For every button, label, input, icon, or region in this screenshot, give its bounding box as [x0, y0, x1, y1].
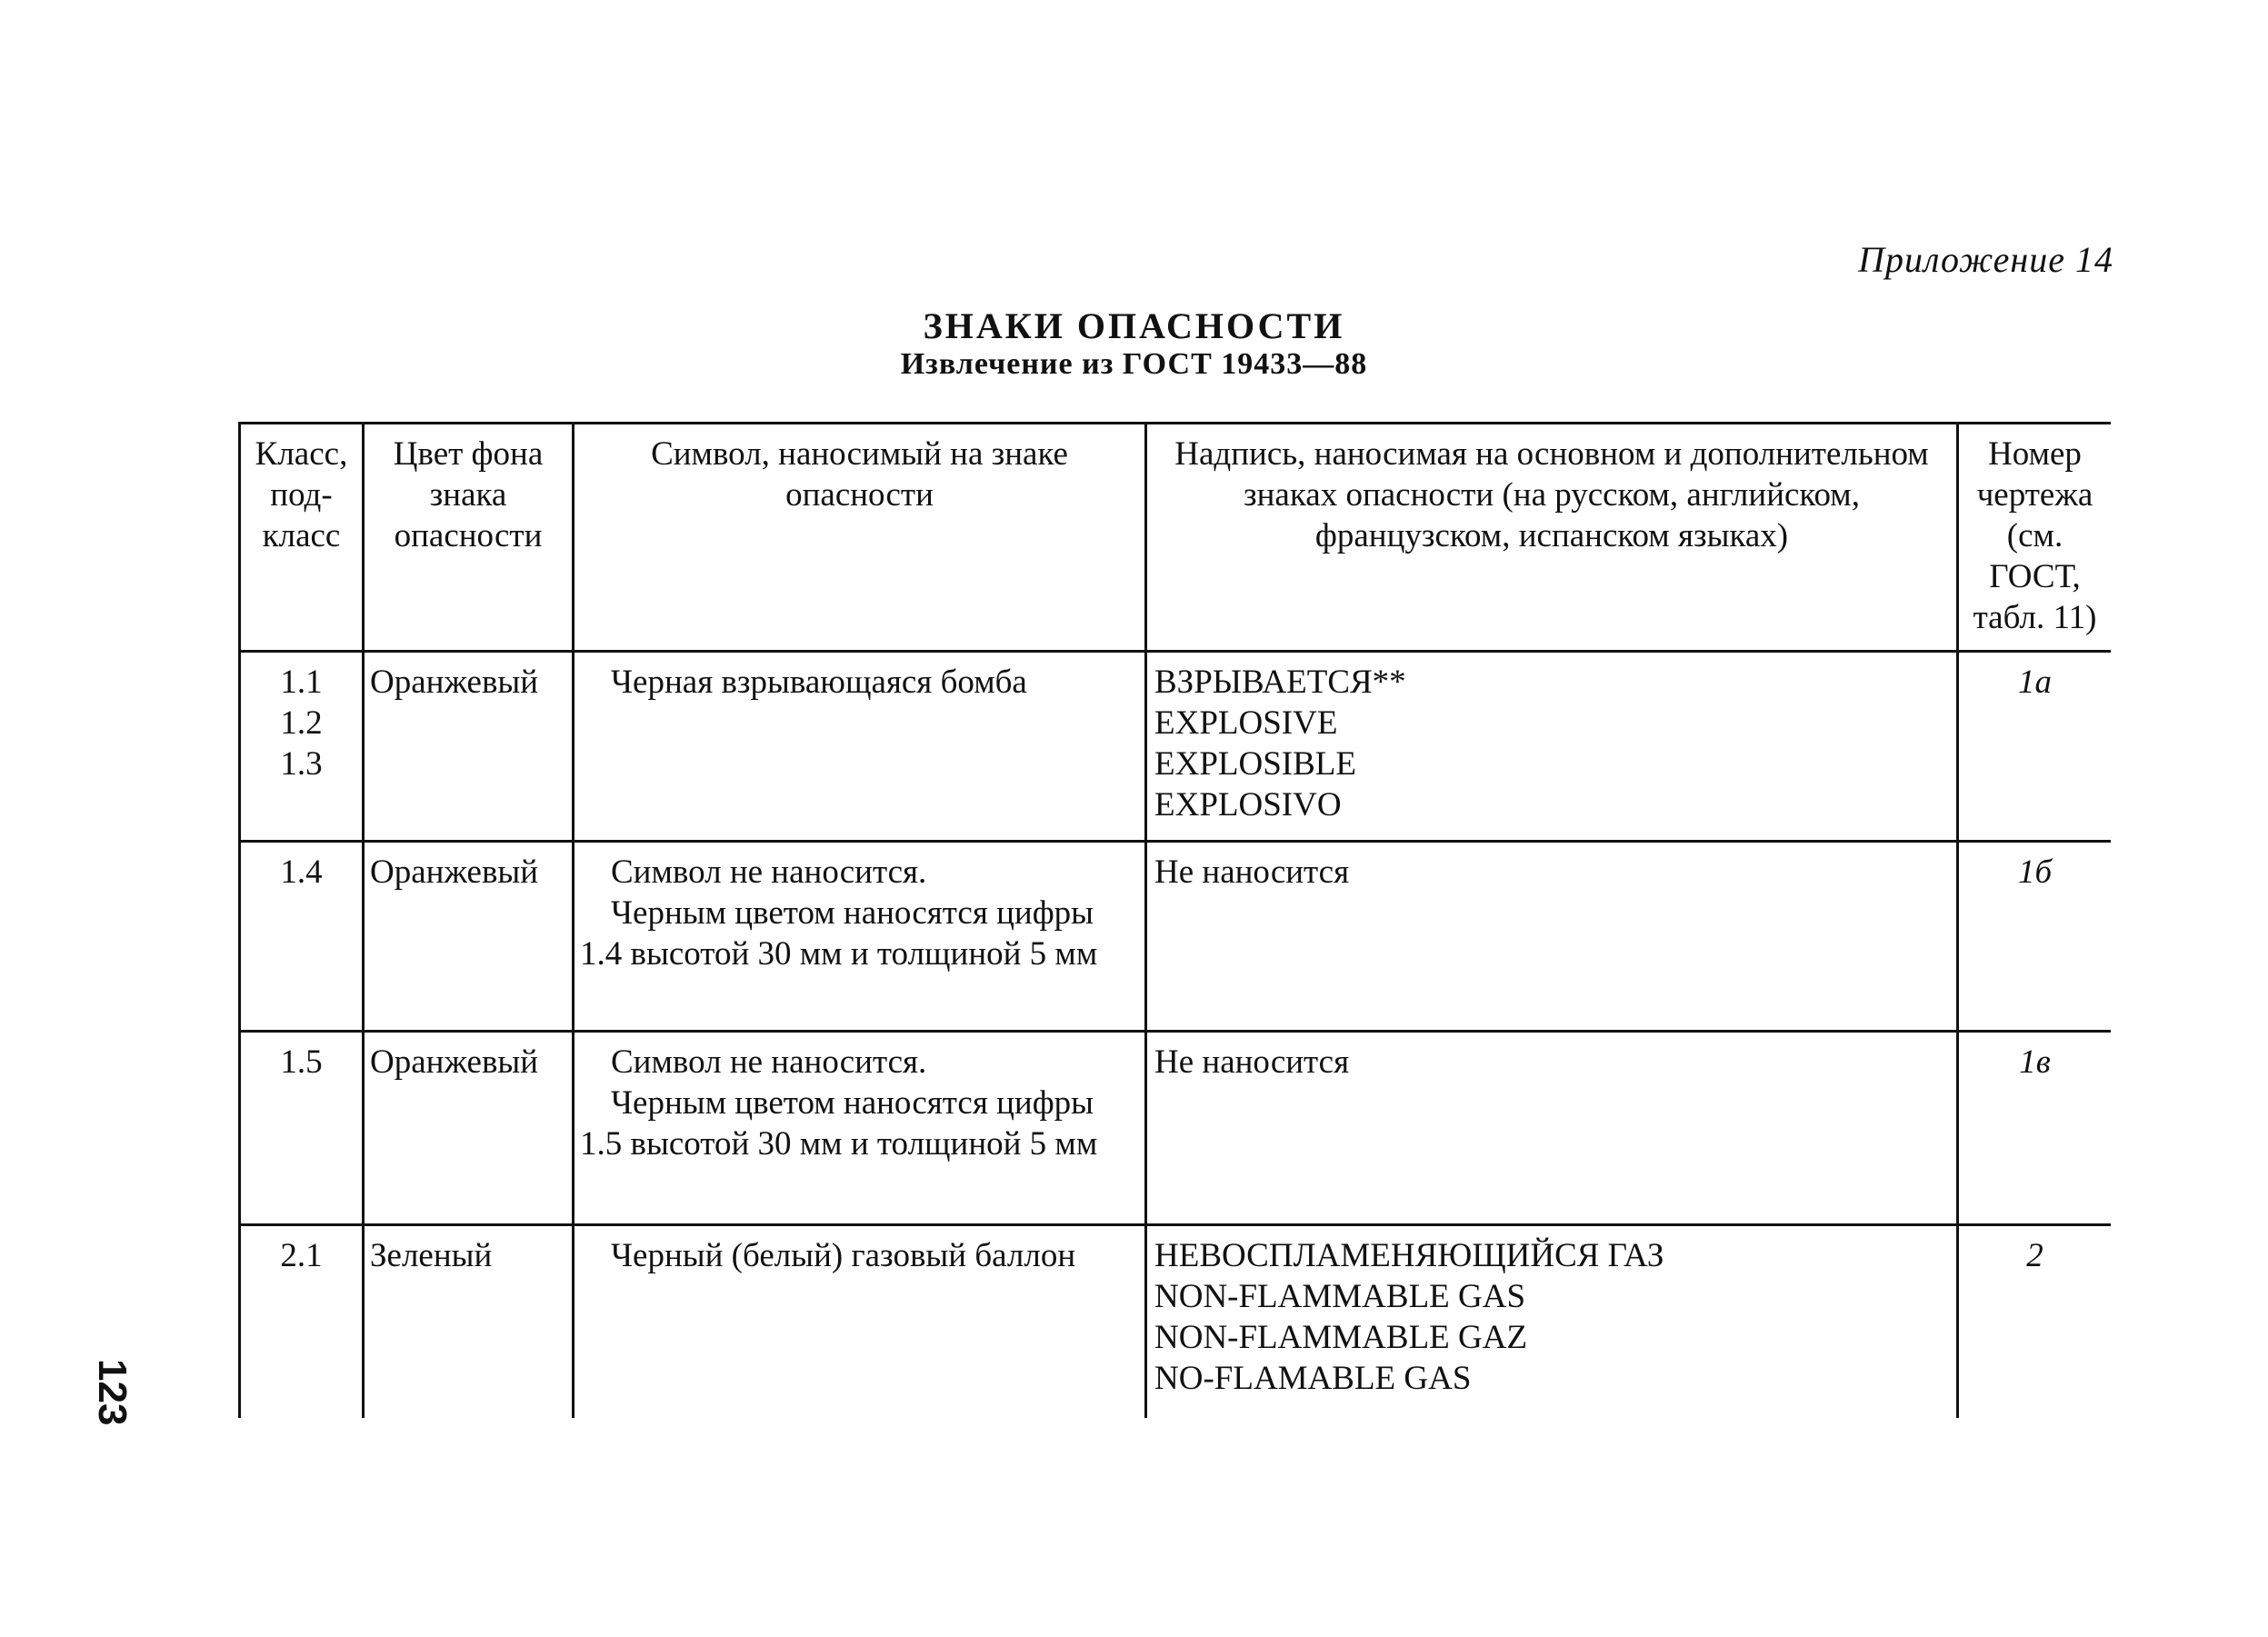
- inscription-cell: [1146, 842, 1958, 1032]
- color-cell: Зеленый: [364, 1225, 574, 1419]
- table-row: [240, 652, 2112, 842]
- inscription-line: NON-FLAMMABLE GAZ: [1154, 1319, 1528, 1356]
- inscription-cell: [1146, 1225, 1958, 1419]
- drawing-number-cell: 1а: [1958, 652, 2112, 842]
- header-background-color: Цвет фона знака опасности: [364, 424, 574, 652]
- page-number: 123: [90, 1359, 135, 1426]
- inscription-cell: [1146, 652, 1958, 842]
- header-class: Класс, под-класс: [240, 424, 364, 652]
- class-value: 2.1: [280, 1237, 323, 1274]
- class-cell: [240, 1032, 364, 1225]
- symbol-line: Символ не наносится.: [611, 853, 927, 891]
- symbol-line: Черным цветом наносятся цифры 1.4 высотой 30 мм и толщиной 5 мм: [580, 894, 1098, 973]
- symbol-line: Черным цветом наносятся цифры 1.5 высотой 30 мм и толщиной 5 мм: [580, 1084, 1098, 1163]
- table-header-row: [240, 424, 2112, 652]
- drawing-number-cell: 2: [1958, 1225, 2112, 1419]
- hazard-signs-table: [238, 422, 2111, 1418]
- table-row: [240, 842, 2112, 1032]
- class-value: 1.2: [280, 704, 323, 742]
- symbol-cell: [574, 842, 1146, 1032]
- header-drawing-number: Номер чертежа (см. ГОСТ, табл. 11): [1958, 424, 2112, 652]
- inscription-line: НЕВОСПЛАМЕНЯЮЩИЙСЯ ГАЗ: [1154, 1237, 1664, 1274]
- class-cell: [240, 842, 364, 1032]
- hazard-signs-table-wrapper: [238, 422, 2111, 1418]
- symbol-cell: Черная взрывающаяся бомба: [574, 652, 1146, 842]
- drawing-number-cell: 1б: [1958, 842, 2112, 1032]
- inscription-line: NON-FLAMMABLE GAS: [1154, 1278, 1526, 1315]
- inscription-line: ВЗРЫВАЕТСЯ**: [1154, 664, 1406, 701]
- inscription-line: EXPLOSIBLE: [1154, 745, 1356, 783]
- class-value: 1.1: [280, 664, 323, 701]
- symbol-cell: Черный (белый) газовый баллон: [574, 1225, 1146, 1419]
- class-cell: [240, 1225, 364, 1419]
- class-value: 1.3: [280, 745, 323, 783]
- inscription-line: Не наносится: [1154, 853, 1350, 891]
- symbol-line: Символ не наносится.: [611, 1043, 927, 1081]
- inscription-line: Не наносится: [1154, 1043, 1350, 1081]
- color-cell: Оранжевый: [364, 1032, 574, 1225]
- document-subtitle: Извлечение из ГОСТ 19433—88: [900, 347, 1368, 381]
- class-value: 1.4: [280, 853, 323, 891]
- class-value: 1.5: [280, 1043, 323, 1081]
- drawing-number-cell: 1в: [1958, 1032, 2112, 1225]
- appendix-label: Приложение 14: [1858, 239, 2113, 280]
- document-title: ЗНАКИ ОПАСНОСТИ: [923, 305, 1345, 346]
- inscription-line: EXPLOSIVO: [1154, 786, 1342, 823]
- inscription-cell: [1146, 1032, 1958, 1225]
- header-symbol: Символ, наносимый на знаке опасности: [574, 424, 1146, 652]
- color-cell: Оранжевый: [364, 652, 574, 842]
- class-cell: [240, 652, 364, 842]
- color-cell: Оранжевый: [364, 842, 574, 1032]
- inscription-line: EXPLOSIVE: [1154, 704, 1338, 742]
- table-row: [240, 1032, 2112, 1225]
- symbol-cell: [574, 1032, 1146, 1225]
- inscription-line: NO-FLAMABLE GAS: [1154, 1360, 1472, 1397]
- table-row: [240, 1225, 2112, 1419]
- header-inscription: Надпись, наносимая на основном и дополнительном знаках опасности (на русском, английском, французском, испанском языках): [1146, 424, 1958, 652]
